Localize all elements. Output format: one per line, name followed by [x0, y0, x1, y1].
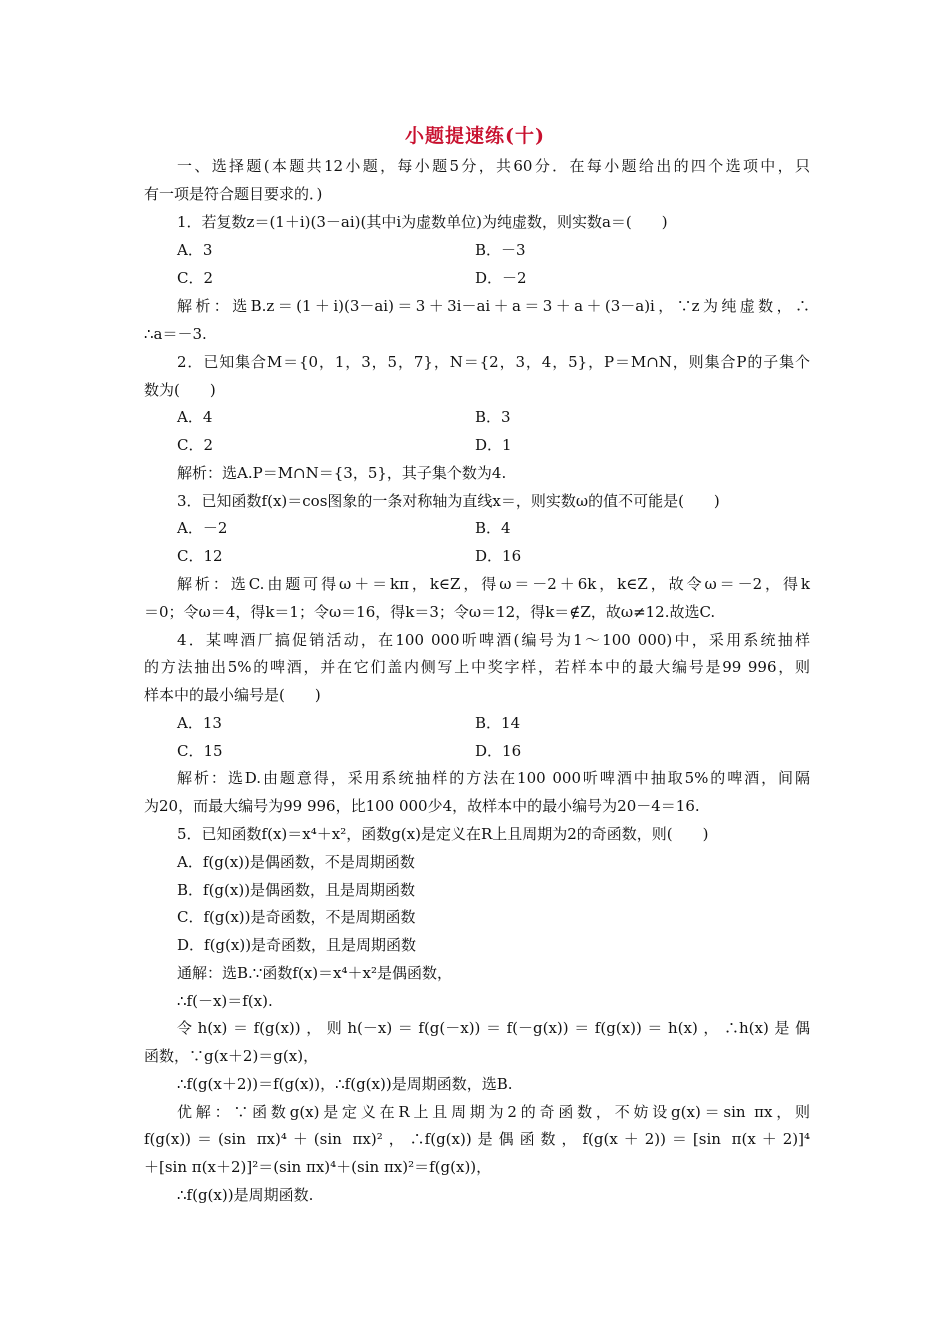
q5-general-1: 通解：选B.∵函数f(x)＝x⁴＋x²是偶函数， — [177, 964, 452, 982]
q5-stem: 5．已知函数f(x)＝x⁴＋x²，函数g(x)是定义在R上且周期为2的奇函数，则( ) — [177, 825, 709, 843]
q5-better-4: ∴f(g(x))是周期函数. — [177, 1186, 314, 1204]
q3-option-c: C．12 — [177, 547, 223, 565]
q4-option-d: D．16 — [475, 742, 522, 760]
q3-option-d: D．16 — [475, 547, 522, 565]
q4-option-c: C．15 — [177, 742, 223, 760]
q2-option-b: B．3 — [475, 408, 511, 426]
q5-general-3: 令h(x)＝f(g(x))，则h(－x)＝f(g(－x))＝f(－g(x))＝f(g(x))＝h(x)，∴h(x)是偶 — [177, 1019, 810, 1037]
q5-better-1: 优解：∵函数g(x)是定义在R上且周期为2的奇函数，不妨设g(x)＝sin πx，则 — [177, 1103, 810, 1121]
q4-stem-3: 样本中的最小编号是( ) — [144, 686, 321, 704]
q4-stem-1: 4．某啤酒厂搞促销活动，在100 000听啤酒(编号为1～100 000)中，采用系统抽样 — [177, 631, 810, 649]
q5-general-2: ∴f(－x)＝f(x). — [177, 992, 273, 1010]
q3-option-a: A．－2 — [177, 519, 228, 537]
q5-general-5: ∴f(g(x＋2))＝f(g(x))，∴f(g(x))是周期函数，选B. — [177, 1075, 513, 1093]
q1-option-a: A．3 — [177, 241, 213, 259]
q2-option-c: C．2 — [177, 436, 214, 454]
q3-stem: 3．已知函数f(x)＝cos图象的一条对称轴为直线x＝，则实数ω的值不可能是( ) — [177, 492, 720, 510]
q5-option-b: B．f(g(x))是偶函数，且是周期函数 — [177, 881, 416, 899]
q5-option-c: C．f(g(x))是奇函数，不是周期函数 — [177, 908, 416, 926]
q4-stem-2: 的方法抽出5%的啤酒，并在它们盖内侧写上中奖字样，若样本中的最大编号是99 996，则 — [144, 658, 810, 676]
q2-stem-1: 2．已知集合M＝{0，1，3，5，7}，N＝{2，3，4，5}，P＝M∩N，则集合P的子集个 — [177, 353, 810, 371]
q5-better-3: ＋[sin π(x＋2)]²＝(sin πx)⁴＋(sin πx)²＝f(g(x))， — [144, 1158, 492, 1176]
intro-line-1: 一、选择题(本题共12小题，每小题5分，共60分．在每小题给出的四个选项中，只 — [177, 157, 810, 175]
q2-stem-2: 数为( ) — [144, 381, 216, 399]
q5-general-4: 函数，∵g(x＋2)＝g(x)， — [144, 1047, 319, 1065]
q5-better-2: f(g(x))＝(sin πx)⁴＋(sin πx)²，∴f(g(x))是偶函数，f(g(x＋2))＝[sin π(x＋2)]⁴ — [144, 1130, 810, 1148]
q4-analysis-2: 为20，而最大编号为99 996，比100 000少4，故样本中的最小编号为20－4＝16. — [144, 797, 700, 815]
q5-option-a: A．f(g(x))是偶函数，不是周期函数 — [177, 853, 415, 871]
q1-option-c: C．2 — [177, 269, 214, 287]
q1-analysis-2: ∴a＝－3. — [144, 325, 207, 343]
intro-line-2: 有一项是符合题目要求的．) — [144, 185, 323, 203]
q3-analysis-1: 解析：选C.由题可得ω＋＝kπ，k∈Z，得ω＝－2＋6k，k∈Z，故令ω＝－2，得k — [177, 575, 810, 593]
q1-analysis-1: 解析：选B.z＝(1＋i)(3－ai)＝3＋3i－ai＋a＝3＋a＋(3－a)i，∵z为纯虚数，∴ — [177, 297, 810, 315]
q4-option-b: B．14 — [475, 714, 521, 732]
q1-option-d: D．－2 — [475, 269, 527, 287]
q2-option-d: D．1 — [475, 436, 512, 454]
q5-option-d: D．f(g(x))是奇函数，且是周期函数 — [177, 936, 417, 954]
q1-option-b: B．－3 — [475, 241, 526, 259]
q2-option-a: A．4 — [177, 408, 213, 426]
q2-analysis: 解析：选A.P＝M∩N＝{3，5}，其子集个数为4. — [177, 464, 507, 482]
q4-analysis-1: 解析：选D.由题意得，采用系统抽样的方法在100 000听啤酒中抽取5%的啤酒，间隔 — [177, 769, 810, 787]
q3-option-b: B．4 — [475, 519, 511, 537]
q4-option-a: A．13 — [177, 714, 222, 732]
q1-stem: 1．若复数z＝(1＋i)(3－ai)(其中i为虚数单位)为纯虚数，则实数a＝( ) — [177, 213, 668, 231]
q3-analysis-2: ＝0；令ω＝4，得k＝1；令ω＝16，得k＝3；令ω＝12，得k＝∉Z，故ω≠12.故选C. — [144, 603, 716, 621]
page-title: 小题提速练(十) — [405, 125, 545, 147]
